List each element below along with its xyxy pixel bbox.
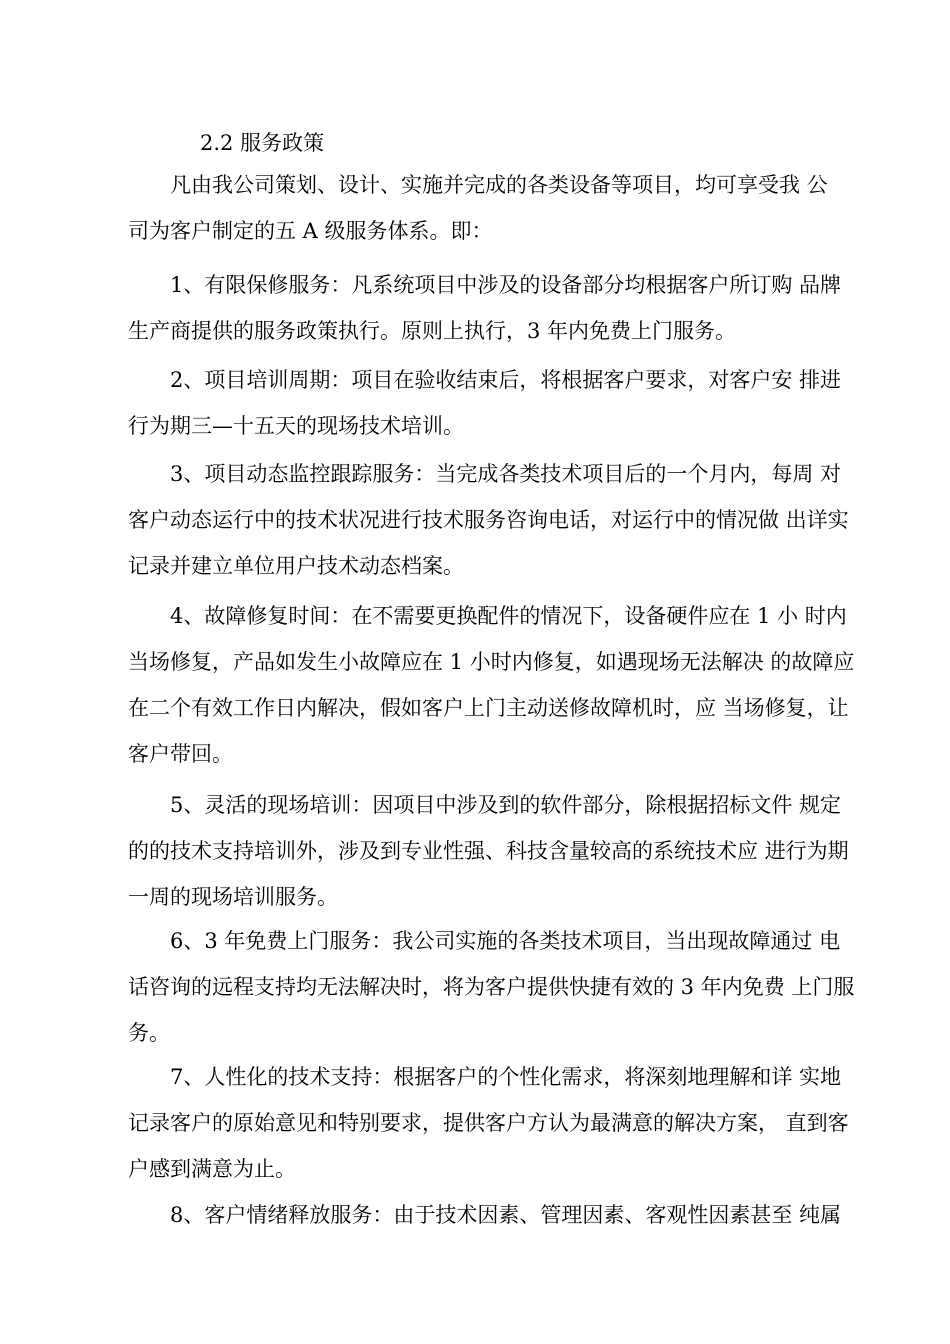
section-heading: 2.2 服务政策 bbox=[200, 131, 325, 155]
paragraph-line: 户感到满意为止。 bbox=[128, 1157, 296, 1181]
paragraph-line: 客户动态运行中的技术状况进行技术服务咨询电话，对运行中的情况做 出详实 bbox=[128, 508, 849, 532]
paragraph-item-4 bbox=[128, 593, 858, 777]
paragraph-line: 2、项目培训周期：项目在验收结束后，将根据客户要求，对客户安 排进 bbox=[170, 368, 842, 392]
paragraph-line: 7、人性化的技术支持：根据客户的个性化需求，将深刻地理解和详 实地 bbox=[170, 1065, 842, 1089]
paragraph-item-1 bbox=[128, 262, 858, 354]
paragraph-line: 务。 bbox=[128, 1021, 170, 1045]
paragraph-line: 8、客户情绪释放服务：由于技术因素、管理因素、客观性因素甚至 纯属 bbox=[170, 1203, 842, 1227]
paragraph-line: 行为期三—十五天的现场技术培训。 bbox=[128, 414, 464, 438]
paragraph-item-2 bbox=[128, 357, 858, 449]
paragraph-line: 的的技术支持培训外，涉及到专业性强、科技含量较高的系统技术应 进行为期 bbox=[128, 839, 849, 863]
paragraph-line: 在二个有效工作日内解决，假如客户上门主动送修故障机时，应 当场修复，让 bbox=[128, 696, 849, 720]
paragraph-line: 凡由我公司策划、设计、实施并完成的各类设备等项目，均可享受我 公 bbox=[170, 173, 828, 197]
paragraph-line: 5、灵活的现场培训：因项目中涉及到的软件部分，除根据招标文件 规定 bbox=[170, 793, 842, 817]
paragraph-line: 4、故障修复时间：在不需要更换配件的情况下，设备硬件应在 1 小 时内 bbox=[170, 604, 847, 628]
paragraph-line: 司为客户制定的五 A 级服务体系。即： bbox=[128, 219, 493, 243]
paragraph-line: 6、3 年免费上门服务：我公司实施的各类技术项目，当出现故障通过 电 bbox=[170, 929, 841, 953]
paragraph-item-6 bbox=[128, 918, 858, 1056]
paragraph-intro bbox=[128, 162, 858, 254]
paragraph-line: 1、有限保修服务：凡系统项目中涉及的设备部分均根据客户所订购 品牌 bbox=[170, 273, 842, 297]
paragraph-item-3 bbox=[128, 451, 858, 589]
paragraph-line: 3、项目动态监控跟踪服务：当完成各类技术项目后的一个月内，每周 对 bbox=[170, 462, 842, 486]
paragraph-line: 客户带回。 bbox=[128, 742, 233, 766]
paragraph-line: 当场修复，产品如发生小故障应在 1 小时内修复，如遇现场无法解决 的故障应 bbox=[128, 650, 855, 674]
paragraph-item-5 bbox=[128, 782, 858, 920]
paragraph-item-7 bbox=[128, 1054, 858, 1192]
paragraph-item-8 bbox=[128, 1192, 858, 1238]
paragraph-line: 一周的现场培训服务。 bbox=[128, 885, 338, 909]
paragraph-line: 记录客户的原始意见和特别要求，提供客户方认为最满意的解决方案， 直到客 bbox=[128, 1111, 849, 1135]
paragraph-line: 话咨询的远程支持均无法解决时，将为客户提供快捷有效的 3 年内免费 上门服 bbox=[128, 975, 855, 999]
paragraph-line: 生产商提供的服务政策执行。原则上执行，3 年内免费上门服务。 bbox=[128, 319, 737, 343]
paragraph-line: 记录并建立单位用户技术动态档案。 bbox=[128, 554, 464, 578]
